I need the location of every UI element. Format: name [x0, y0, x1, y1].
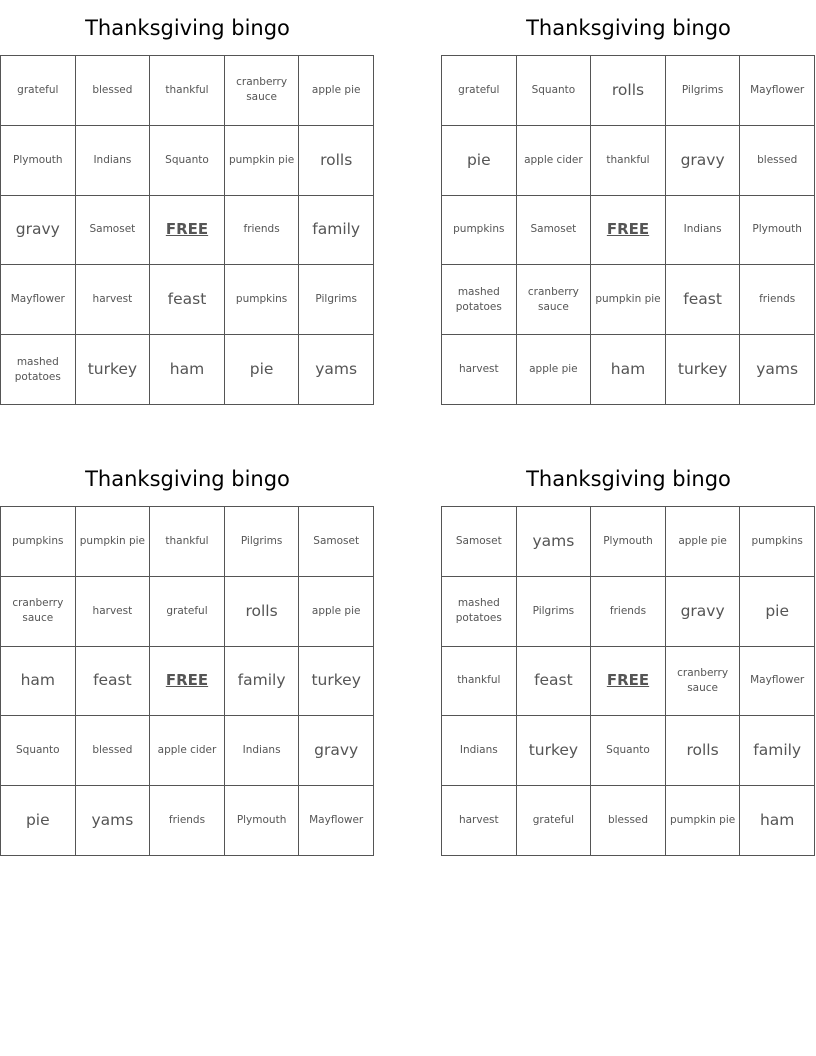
- bingo-cell: grateful: [150, 577, 225, 647]
- bingo-cell: thankful: [150, 507, 225, 577]
- bingo-cell: mashed potatoes: [442, 265, 517, 335]
- bingo-cell: harvest: [76, 265, 151, 335]
- bingo-cell: pie: [225, 335, 300, 405]
- bingo-cell: Indians: [666, 196, 741, 266]
- card-title: Thanksgiving bingo: [85, 467, 290, 491]
- bingo-cell: harvest: [76, 577, 151, 647]
- free-space-cell: FREE: [150, 196, 225, 266]
- bingo-cell: pumpkins: [442, 196, 517, 266]
- bingo-cell: ham: [591, 335, 666, 405]
- bingo-cell: Indians: [76, 126, 151, 196]
- bingo-cell: yams: [299, 335, 374, 405]
- bingo-cell: apple pie: [299, 577, 374, 647]
- bingo-cell: Mayflower: [1, 265, 76, 335]
- bingo-cell: yams: [740, 335, 815, 405]
- bingo-cell: pie: [442, 126, 517, 196]
- bingo-grid: [441, 55, 815, 405]
- bingo-cell: blessed: [76, 716, 151, 786]
- bingo-cell: mashed potatoes: [1, 335, 76, 405]
- bingo-cell: Squanto: [517, 56, 592, 126]
- bingo-cell: Samoset: [299, 507, 374, 577]
- bingo-cell: grateful: [517, 786, 592, 856]
- bingo-cell: cranberry sauce: [666, 647, 741, 717]
- bingo-cell: blessed: [591, 786, 666, 856]
- card-title: Thanksgiving bingo: [526, 16, 731, 40]
- bingo-cell: blessed: [740, 126, 815, 196]
- bingo-cell: turkey: [299, 647, 374, 717]
- bingo-cell: Plymouth: [591, 507, 666, 577]
- bingo-cell: gravy: [666, 126, 741, 196]
- bingo-cell: turkey: [76, 335, 151, 405]
- bingo-cell: ham: [150, 335, 225, 405]
- bingo-cell: pumpkins: [225, 265, 300, 335]
- bingo-cell: Squanto: [150, 126, 225, 196]
- bingo-cell: yams: [76, 786, 151, 856]
- bingo-grid: [0, 55, 374, 405]
- bingo-cell: gravy: [666, 577, 741, 647]
- bingo-cell: grateful: [442, 56, 517, 126]
- bingo-cell: cranberry sauce: [1, 577, 76, 647]
- bingo-cell: Samoset: [76, 196, 151, 266]
- bingo-cell: pie: [740, 577, 815, 647]
- bingo-cell: family: [225, 647, 300, 717]
- bingo-grid: [0, 506, 374, 856]
- bingo-cell: Indians: [442, 716, 517, 786]
- bingo-cell: yams: [517, 507, 592, 577]
- bingo-cell: Mayflower: [299, 786, 374, 856]
- bingo-cell: cranberry sauce: [225, 56, 300, 126]
- bingo-cell: thankful: [150, 56, 225, 126]
- bingo-cell: Mayflower: [740, 647, 815, 717]
- bingo-cell: mashed potatoes: [442, 577, 517, 647]
- bingo-cell: rolls: [225, 577, 300, 647]
- bingo-cell: cranberry sauce: [517, 265, 592, 335]
- bingo-cell: pumpkin pie: [225, 126, 300, 196]
- bingo-cell: rolls: [666, 716, 741, 786]
- bingo-cell: thankful: [442, 647, 517, 717]
- free-space-cell: FREE: [591, 647, 666, 717]
- bingo-cell: apple pie: [517, 335, 592, 405]
- bingo-cell: rolls: [299, 126, 374, 196]
- bingo-cell: Pilgrims: [225, 507, 300, 577]
- bingo-cell: friends: [225, 196, 300, 266]
- bingo-cell: family: [299, 196, 374, 266]
- bingo-cell: apple cider: [517, 126, 592, 196]
- bingo-cell: feast: [517, 647, 592, 717]
- bingo-cell: apple pie: [666, 507, 741, 577]
- bingo-cell: feast: [666, 265, 741, 335]
- bingo-cell: Plymouth: [225, 786, 300, 856]
- bingo-cell: Plymouth: [1, 126, 76, 196]
- bingo-cell: Indians: [225, 716, 300, 786]
- bingo-cell: Samoset: [442, 507, 517, 577]
- bingo-cell: blessed: [76, 56, 151, 126]
- bingo-cell: pumpkins: [740, 507, 815, 577]
- bingo-cell: thankful: [591, 126, 666, 196]
- bingo-cell: pumpkin pie: [591, 265, 666, 335]
- free-space-cell: FREE: [150, 647, 225, 717]
- bingo-cell: friends: [740, 265, 815, 335]
- bingo-cell: family: [740, 716, 815, 786]
- bingo-cell: friends: [591, 577, 666, 647]
- free-space-cell: FREE: [591, 196, 666, 266]
- bingo-cell: harvest: [442, 335, 517, 405]
- bingo-cell: pumpkins: [1, 507, 76, 577]
- bingo-cell: Squanto: [1, 716, 76, 786]
- bingo-cell: apple pie: [299, 56, 374, 126]
- bingo-cell: harvest: [442, 786, 517, 856]
- bingo-cell: rolls: [591, 56, 666, 126]
- bingo-cell: friends: [150, 786, 225, 856]
- bingo-cell: Pilgrims: [666, 56, 741, 126]
- bingo-cell: pumpkin pie: [76, 507, 151, 577]
- bingo-cell: Pilgrims: [299, 265, 374, 335]
- bingo-cell: feast: [76, 647, 151, 717]
- bingo-cell: Mayflower: [740, 56, 815, 126]
- bingo-cell: ham: [740, 786, 815, 856]
- bingo-cell: feast: [150, 265, 225, 335]
- bingo-cell: Pilgrims: [517, 577, 592, 647]
- bingo-cell: pie: [1, 786, 76, 856]
- card-title: Thanksgiving bingo: [85, 16, 290, 40]
- bingo-cell: Plymouth: [740, 196, 815, 266]
- bingo-cell: Samoset: [517, 196, 592, 266]
- bingo-cell: grateful: [1, 56, 76, 126]
- bingo-cell: turkey: [517, 716, 592, 786]
- bingo-cell: turkey: [666, 335, 741, 405]
- bingo-cell: pumpkin pie: [666, 786, 741, 856]
- bingo-cell: apple cider: [150, 716, 225, 786]
- bingo-cell: gravy: [299, 716, 374, 786]
- bingo-cell: Squanto: [591, 716, 666, 786]
- bingo-grid: [441, 506, 815, 856]
- bingo-cell: ham: [1, 647, 76, 717]
- bingo-cell: gravy: [1, 196, 76, 266]
- card-title: Thanksgiving bingo: [526, 467, 731, 491]
